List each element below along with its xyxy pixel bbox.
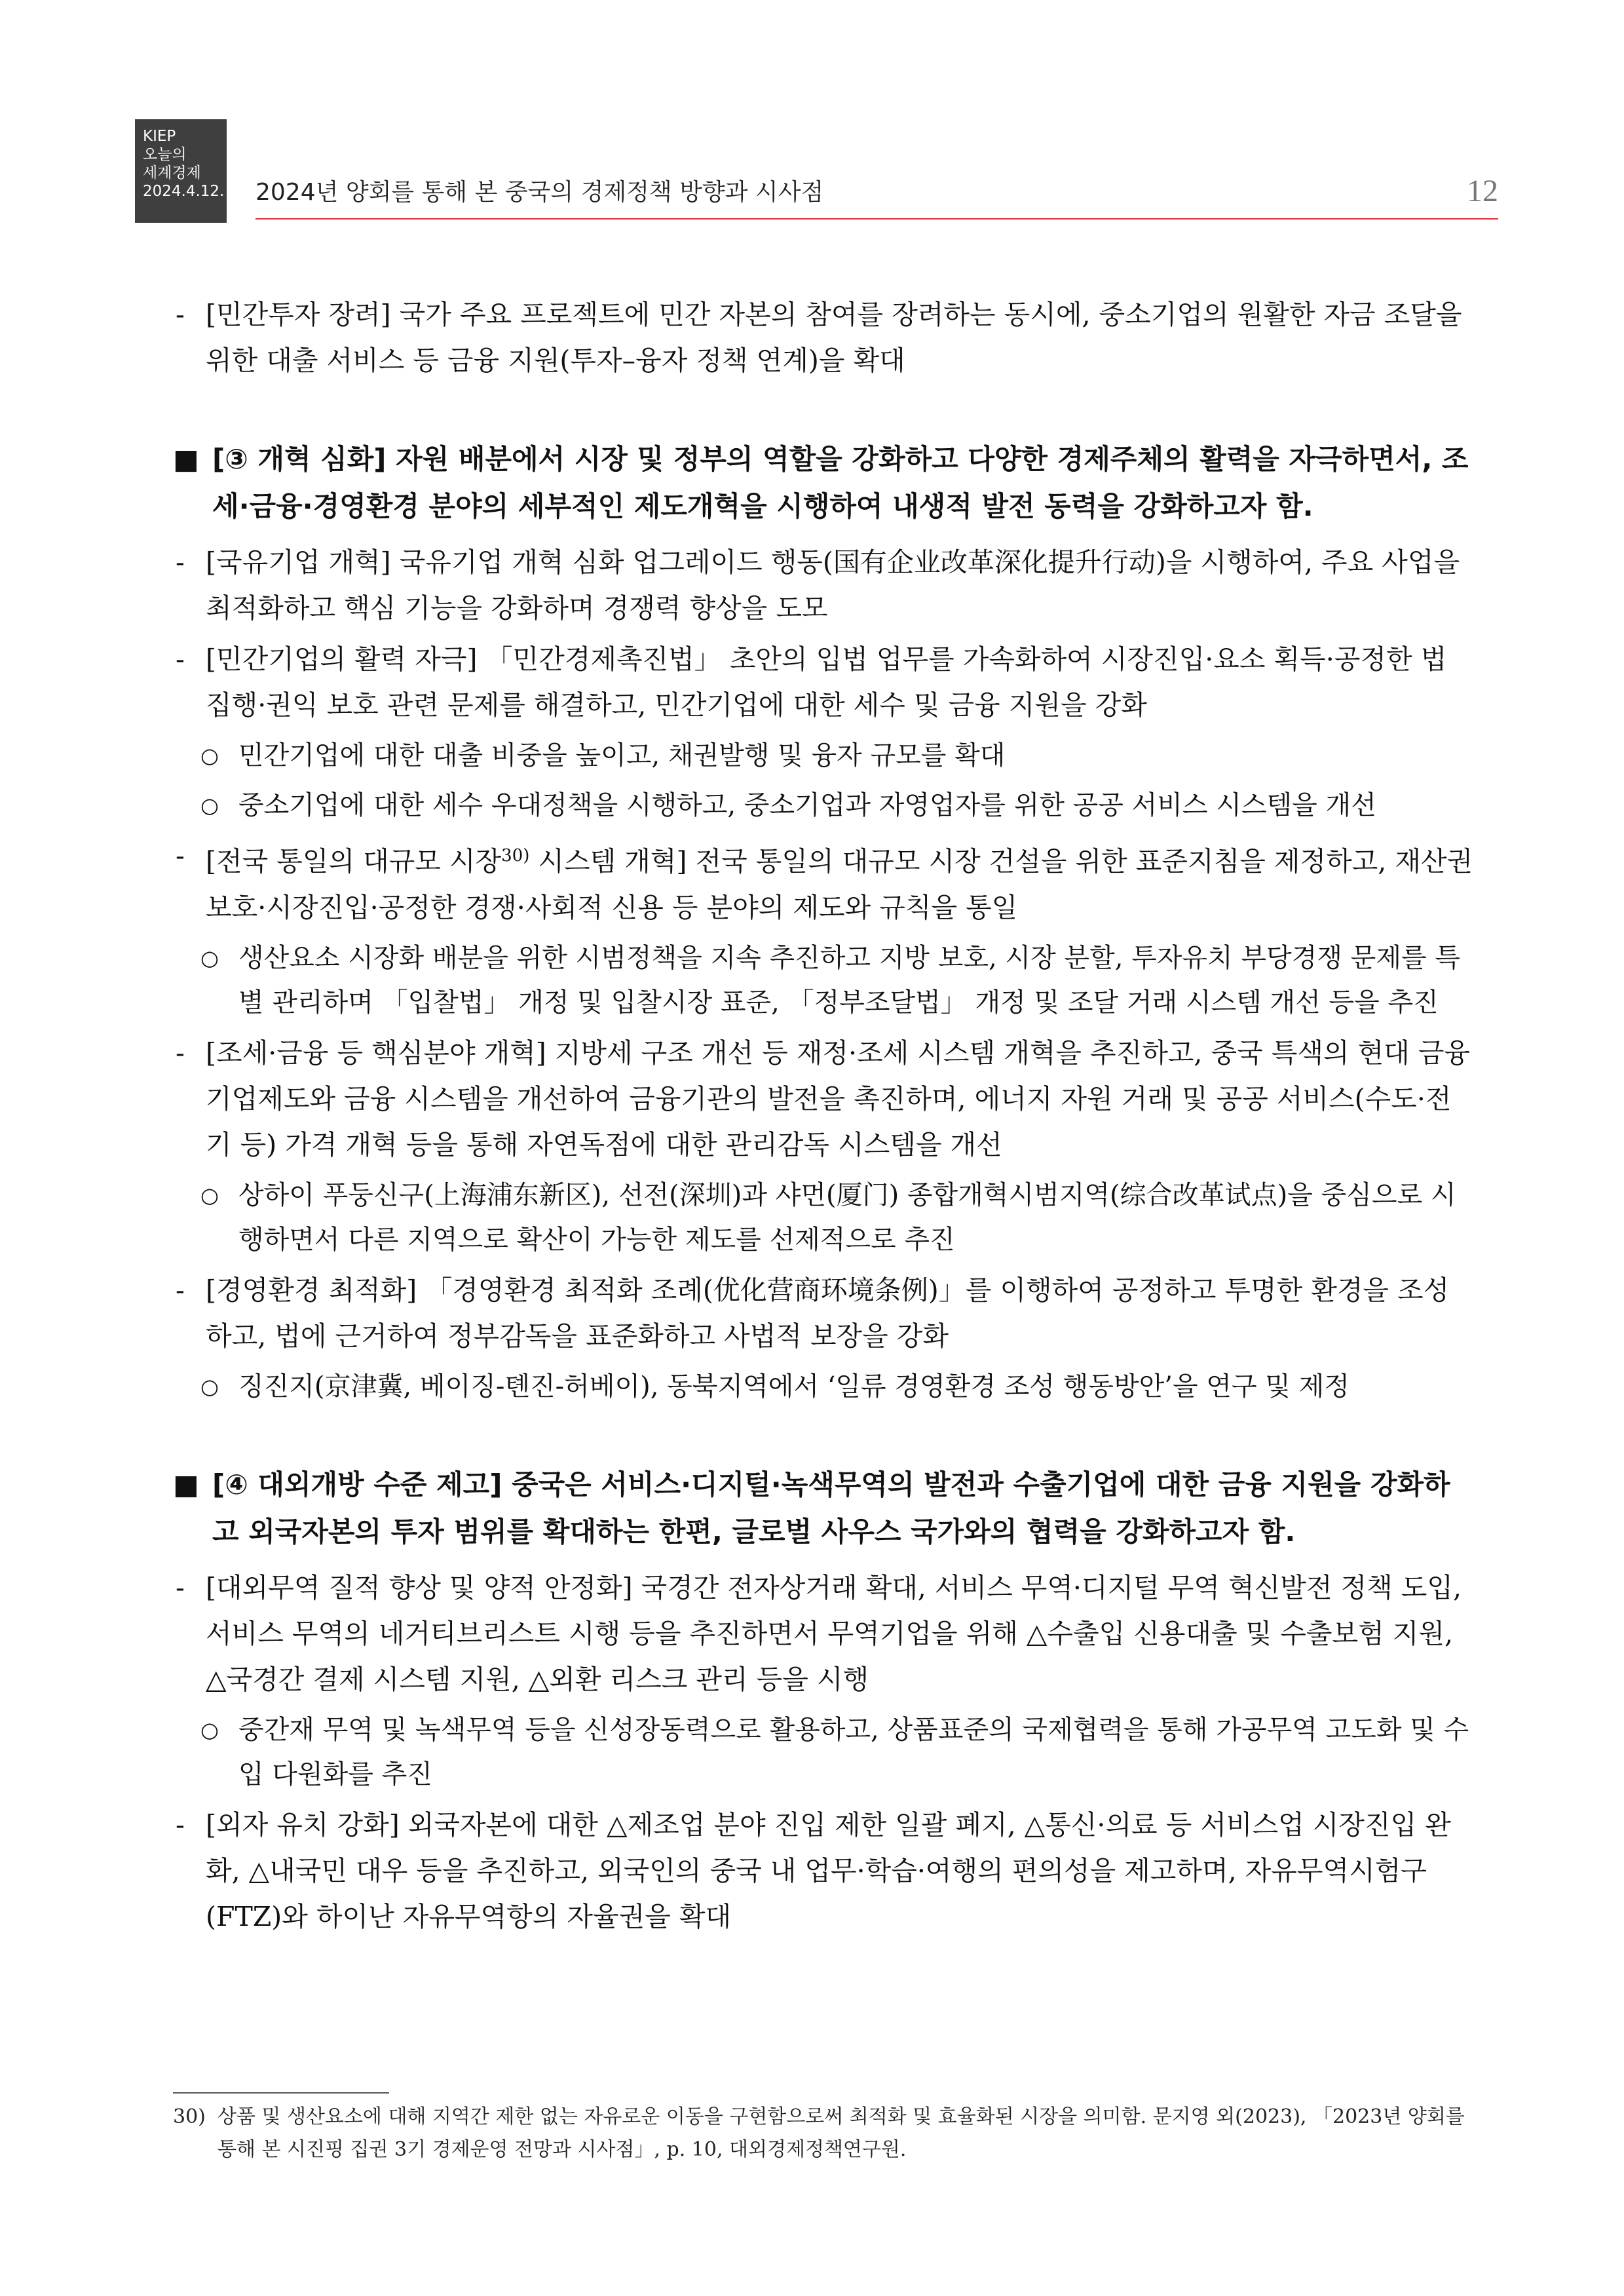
sub-item-text: 징진지(京津冀, 베이징-톈진-허베이), 동북지역에서 ‘일류 경영환경 조성 행동방안’을 연구 및 제정 <box>238 1371 1350 1402</box>
item-text-lead: [전국 통일의 대규모 시장 <box>206 845 502 877</box>
dash-marker: - <box>176 1274 185 1306</box>
section-text: [③ 개혁 심화] 자원 배분에서 시장 및 정부의 역할을 강화하고 다양한 경제주체의 활력을 자극하면서, 조세·금융·경영환경 분야의 세부적인 제도개혁을 시행하여 내생적 발전 동력을 강화하고자 함. <box>212 443 1469 522</box>
header-rule <box>255 218 1498 220</box>
circle-bullet-icon: ○ <box>200 945 219 970</box>
list-item <box>173 539 1473 631</box>
item-text: [대외무역 질적 향상 및 양적 안정화] 국경간 전자상거래 확대, 서비스 무역·디지털 무역 혁신발전 정책 도입, 서비스 무역의 네거티브리스트 시행 등을 추진하면서 무역기업을 위해 △수출입 신용대출 및 수출보험 지원, △국경간 결제 시스템 지원, △외환 리스크 관리 등을 시행 <box>206 1571 1462 1695</box>
sub-list-item <box>173 1173 1473 1262</box>
dash-marker: - <box>176 643 185 675</box>
item-text: [민간기업의 활력 자극] 「민간경제촉진법」 초안의 입법 업무를 가속화하여 시장진입·요소 획득·공정한 법 집행·권익 보호 관련 문제를 해결하고, 민간기업에 대한 세수 및 금융 지원을 강화 <box>206 643 1447 721</box>
footnote <box>173 2101 1473 2166</box>
badge-line-date: 2024.4.12. <box>143 183 225 200</box>
dash-marker: - <box>176 546 185 578</box>
dash-marker: - <box>176 1571 185 1603</box>
dash-marker: - <box>176 840 185 871</box>
item-text: [외자 유치 강화] 외국자본에 대한 △제조업 분야 진입 제한 일괄 폐지, △통신·의료 등 서비스업 시장진입 완화, △내국민 대우 등을 추진하고, 외국인의 중국 내 업무·학습·여행의 편의성을 제고하며, 자유무역시험구(FTZ)와 하이난 자유무역항의 자율권을 확대 <box>206 1808 1451 1932</box>
list-item <box>173 833 1473 930</box>
list-item <box>173 292 1473 383</box>
footnote-text: 상품 및 생산요소에 대해 지역간 제한 없는 자유로운 이동을 구현함으로써 최적화 및 효율화된 시장을 의미함. 문지영 외(2023), 「2023년 양회를 통해 본 시진핑 집권 3기 경제운영 전망과 시사점」, p. 10, 대외경제정책연구원. <box>217 2105 1465 2161</box>
footnote-ref: 30) <box>501 846 530 866</box>
sub-item-text: 민간기업에 대한 대출 비중을 높이고, 채권발행 및 융자 규모를 확대 <box>238 740 1006 771</box>
section-heading <box>173 436 1473 530</box>
item-text: [경영환경 최적화] 「경영환경 최적화 조례(优化营商环境条例)」를 이행하여 공정하고 투명한 환경을 조성하고, 법에 근거하여 정부감독을 표준화하고 사법적 보장을 강화 <box>206 1274 1450 1352</box>
sub-list-item <box>173 733 1473 778</box>
circle-bullet-icon: ○ <box>200 1182 219 1208</box>
item-text: [국유기업 개혁] 국유기업 개혁 심화 업그레이드 행동(国有企业改革深化提升行动)을 시행하여, 주요 사업을 최적화하고 핵심 기능을 강화하며 경쟁력 향상을 도모 <box>206 546 1460 624</box>
sub-item-text: 중소기업에 대한 세수 우대정책을 시행하고, 중소기업과 자영업자를 위한 공공 서비스 시스템을 개선 <box>238 790 1376 820</box>
circle-bullet-icon: ○ <box>200 793 219 818</box>
section-text: [④ 대외개방 수준 제고] 중국은 서비스·디지털·녹색무역의 발전과 수출기업에 대한 금융 지원을 강화하고 외국자본의 투자 범위를 확대하는 한편, 글로벌 사우스 국가와의 협력을 강화하고자 함. <box>212 1468 1450 1548</box>
item-text: [조세·금융 등 핵심분야 개혁] 지방세 구조 개선 등 재정·조세 시스템 개혁을 추진하고, 중국 특색의 현대 금융기업제도와 금융 시스템을 개선하여 금융기관의 발전을 촉진하며, 에너지 자원 거래 및 공공 서비스(수도·전기 등) 가격 개혁 등을 통해 자연독점에 대한 관리감독 시스템을 개선 <box>206 1037 1471 1160</box>
circle-bullet-icon: ○ <box>200 743 219 768</box>
running-header-title: 2024년 양회를 통해 본 중국의 경제정책 방향과 시사점 <box>255 179 824 206</box>
badge-line-series-1: 오늘의 <box>143 146 187 163</box>
page-number: 12 <box>1467 174 1498 208</box>
dash-marker: - <box>176 1808 185 1841</box>
sub-list-item <box>173 936 1473 1025</box>
circle-bullet-icon: ○ <box>200 1717 219 1742</box>
kiep-badge <box>135 119 227 223</box>
dash-marker: - <box>176 299 185 330</box>
circle-bullet-icon: ○ <box>200 1373 219 1399</box>
item-text-rest: 시스템 개혁] 전국 통일의 대규모 시장 건설을 위한 표준지침을 제정하고, 재산권 보호·시장진입·공정한 경쟁·사회적 신용 등 분야의 제도와 규칙을 통일 <box>206 845 1473 923</box>
list-item <box>173 1802 1473 1940</box>
sub-item-text: 상하이 푸둥신구(上海浦东新区), 선전(深圳)과 샤먼(厦门) 종합개혁시범지역(综合改革试点)을 중심으로 시행하면서 다른 지역으로 확산이 가능한 제도를 선제적으로 추진 <box>238 1179 1456 1255</box>
square-bullet-icon: ■ <box>173 443 199 475</box>
list-item <box>173 1565 1473 1702</box>
sub-list-item <box>173 1364 1473 1409</box>
footnote-number: 30) <box>173 2105 206 2128</box>
sub-item-text: 중간재 무역 및 녹색무역 등을 신성장동력으로 활용하고, 상품표준의 국제협력을 통해 가공무역 고도화 및 수입 다원화를 추진 <box>238 1714 1469 1789</box>
item-text: [민간투자 장려] 국가 주요 프로젝트에 민간 자본의 참여를 장려하는 동시에, 중소기업의 원활한 자금 조달을 위한 대출 서비스 등 금융 지원(투자–융자 정책 연계)을 확대 <box>206 299 1462 376</box>
footnote-rule <box>173 2092 389 2094</box>
list-item <box>173 1030 1473 1168</box>
sub-list-item <box>173 1708 1473 1797</box>
badge-line-series-2: 세계경제 <box>143 164 201 182</box>
list-item <box>173 1267 1473 1359</box>
dash-marker: - <box>176 1037 185 1069</box>
page-body <box>173 292 1473 1945</box>
section-heading <box>173 1461 1473 1556</box>
badge-line-org: KIEP <box>143 128 176 145</box>
sub-item-text: 생산요소 시장화 배분을 위한 시범정책을 지속 추진하고 지방 보호, 시장 분할, 투자유치 부당경쟁 문제를 특별 관리하며 「입찰법」 개정 및 입찰시장 표준, 「정부조달법」 개정 및 조달 거래 시스템 개선 등을 추진 <box>238 942 1460 1018</box>
square-bullet-icon: ■ <box>173 1468 199 1501</box>
list-item <box>173 636 1473 728</box>
sub-list-item <box>173 783 1473 828</box>
